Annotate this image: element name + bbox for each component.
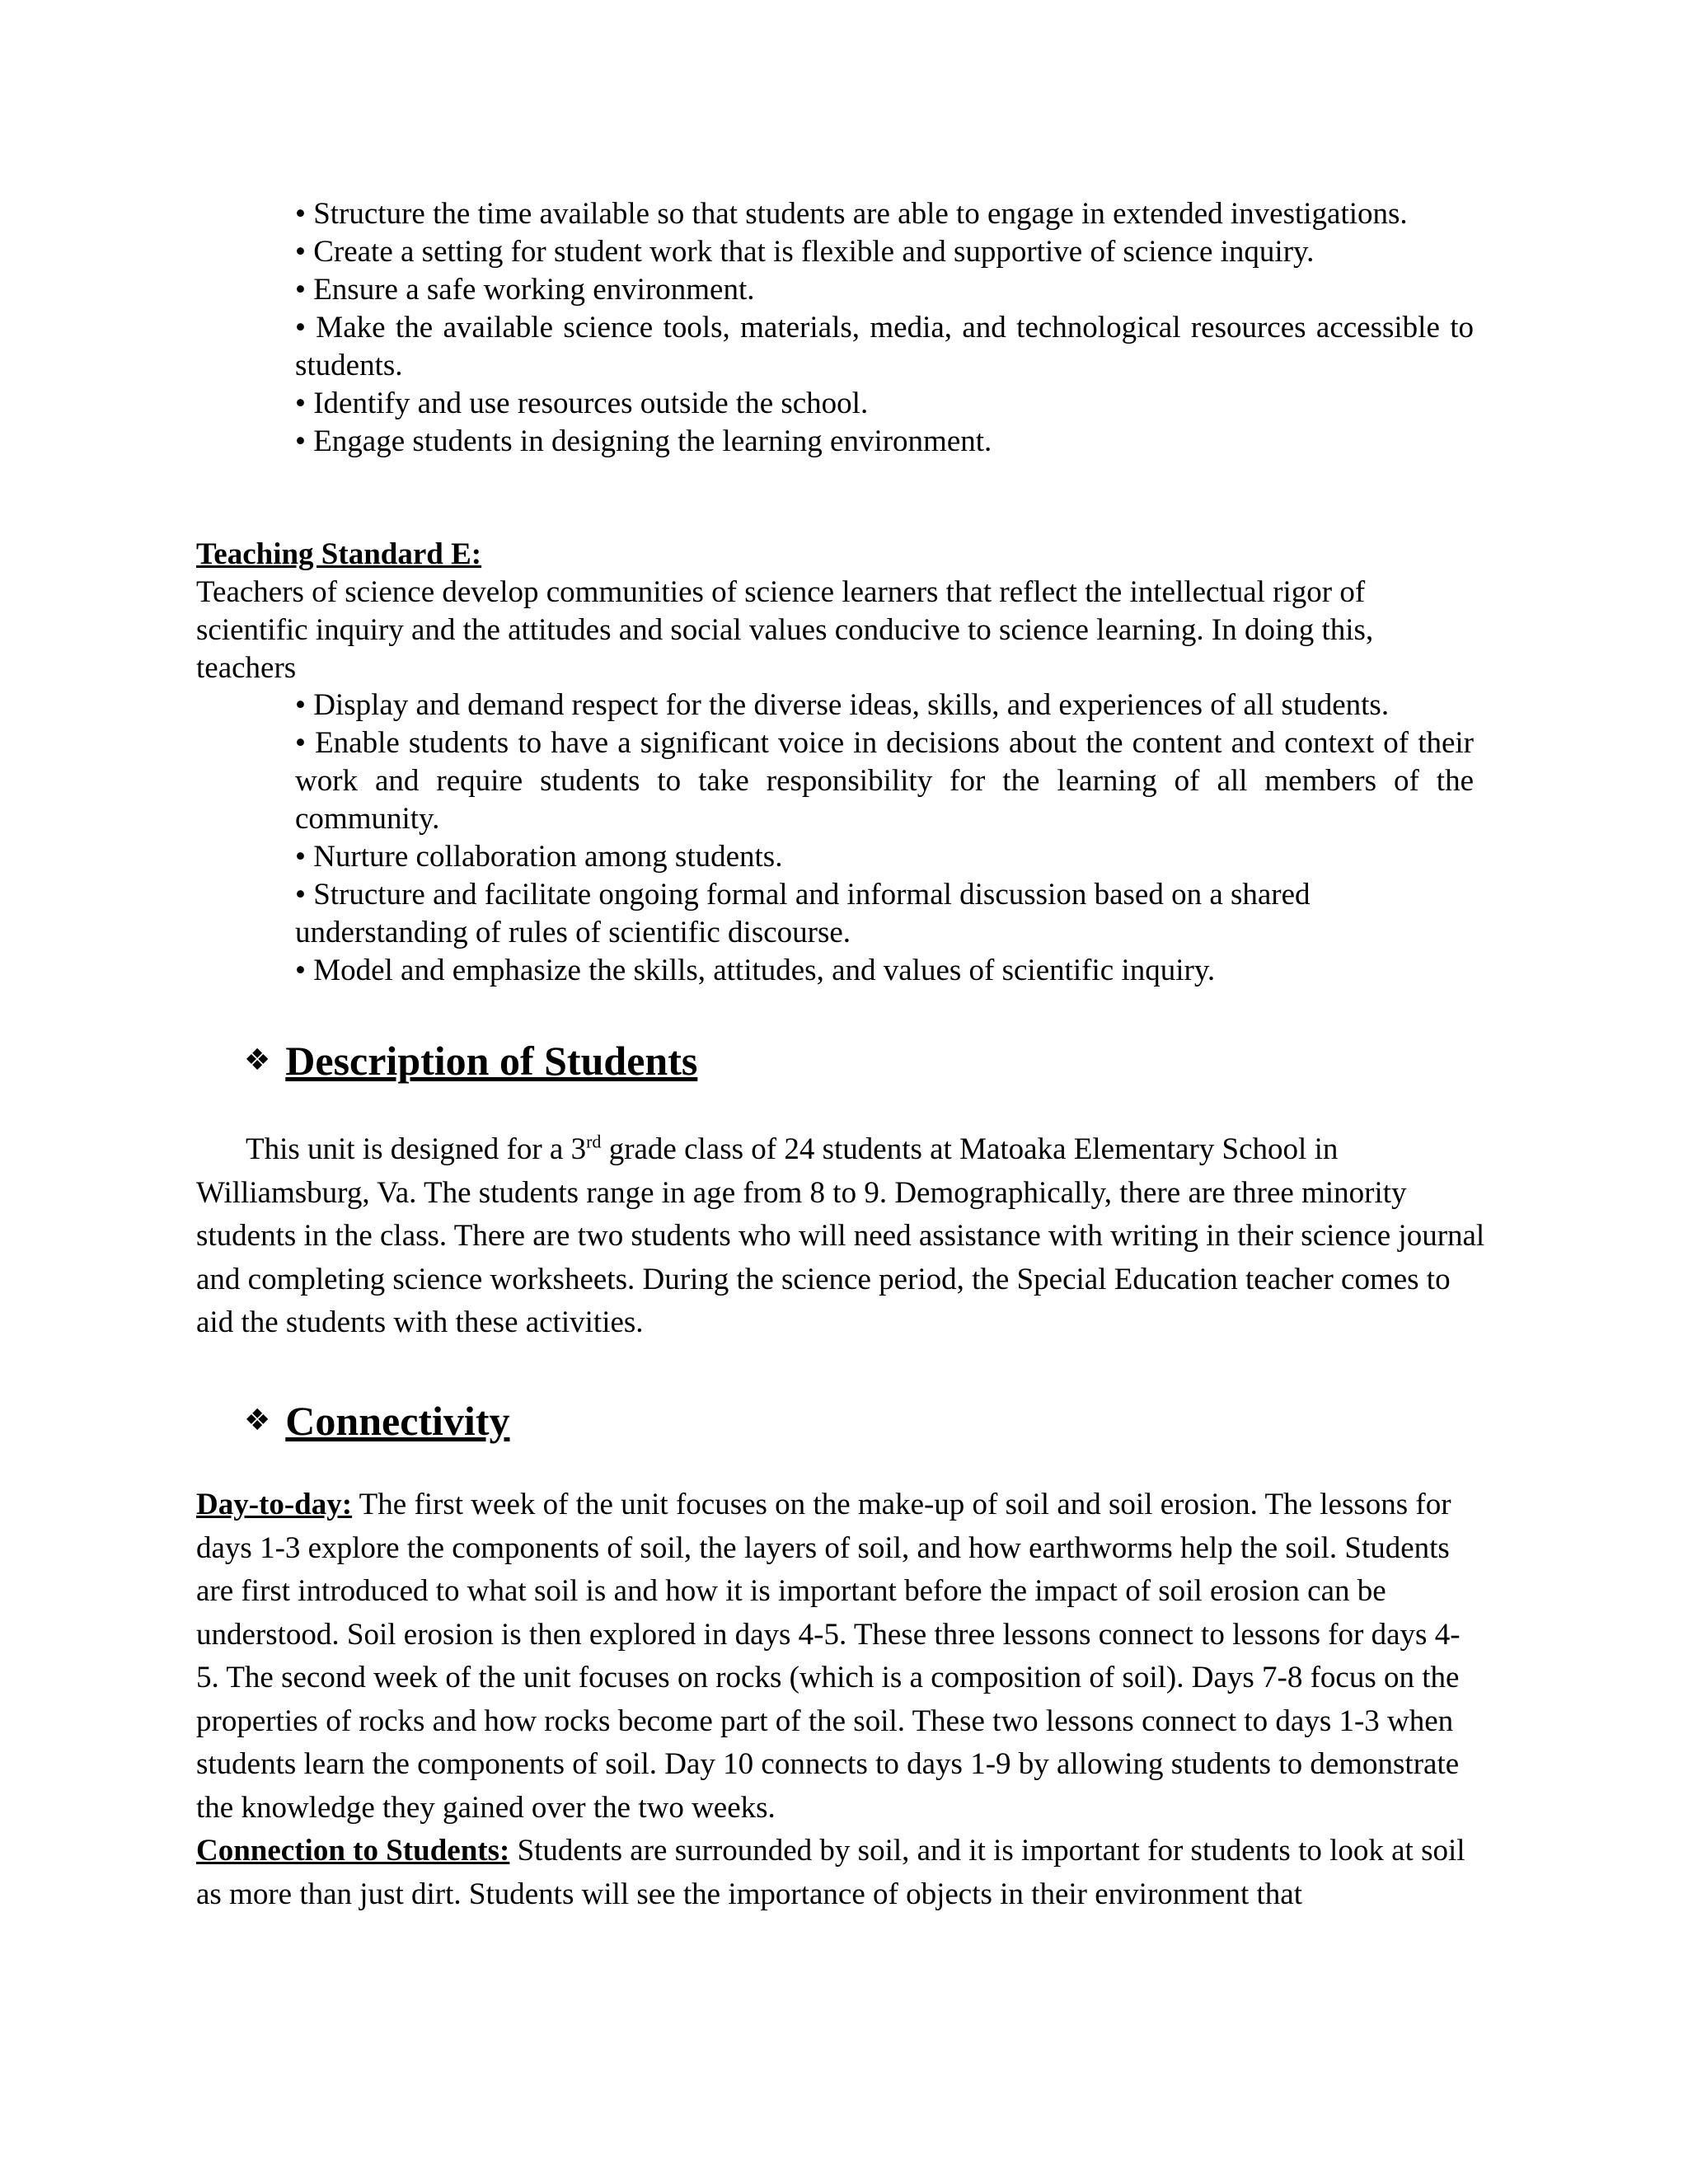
description-text-rest: grade class of 24 students at Matoaka Elementary School in Williamsburg, Va. The students range in age from 8 to 9. Demographically, there are three minority students in the class. There are two students who will need assistance with writing in their science journal and completing science worksheets. During the science period, the Special Education teacher comes to aid the students with these activities. [196,1132,1485,1339]
teaching-standard-e-title: Teaching Standard E: [196,537,482,571]
day-to-day-text: The first week of the unit focuses on the make-up of soil and soil erosion. The lessons for days 1-3 explore the components of soil, the layers of soil, and how earthworms help the soil. Students are first introduced to what soil is and how it is important before the impact of soil erosion can be understood. Soil erosion is then explored in days 4-5. These three lessons connect to lessons for days 4-5. The second week of the unit focuses on rocks (which is a composition of soil). Days 7-8 focus on the properties of rocks and how rocks become part of the soil. These two lessons connect to days 1-3 when students learn the components of soil. Day 10 connects to days 1-9 by allowing students to demonstrate the knowledge they gained over the two weeks. [196,1488,1461,1825]
list-item: • Identify and use resources outside the school. [295,387,869,420]
connectivity-paragraph [196,1483,1482,1916]
section-heading-text: Description of Students [285,1038,698,1084]
list-item: • Structure and facilitate ongoing formal and informal discussion based on a shared understanding of rules of scientific discourse. [295,878,1311,949]
section-heading-text: Connectivity [285,1398,510,1444]
list-item: • Create a setting for student work that is flexible and supportive of science inquiry. [295,235,1315,269]
list-item: • Make the available science tools, materials, media, and technological resources accessible to students. [295,311,1474,382]
ordinal-superscript: rd [586,1131,602,1152]
description-paragraph [196,1128,1490,1345]
day-to-day-label: Day-to-day: [196,1488,353,1521]
connection-to-students-label: Connection to Students: [196,1834,510,1868]
teaching-standard-e-list [295,687,1474,990]
connectivity-heading [244,1396,509,1446]
list-item: • Structure the time available so that students are able to engage in extended investigations. [295,197,1408,231]
list-item: • Enable students to have a significant voice in decisions about the content and context of their work and require students to take responsibility for the learning of all members of the community. [295,726,1474,836]
teaching-standard-e-intro: Teachers of science develop communities of science learners that reflect the intellectual rigor of scientific inquiry and the attitudes and social values conducive to science learning. In doing this, teachers [196,575,1374,685]
learning-environment-list [295,195,1474,461]
four-diamond-bullet-icon: ❖ [244,1043,271,1077]
list-item: • Ensure a safe working environment. [295,273,755,307]
list-item: • Display and demand respect for the diverse ideas, skills, and experiences of all students. [295,688,1390,722]
description-of-students-heading [244,1036,697,1085]
list-item: • Nurture collaboration among students. [295,840,783,874]
list-item: • Model and emphasize the skills, attitudes, and values of scientific inquiry. [295,954,1216,987]
connection-to-students-text: Students are surrounded by soil, and it is important for students to look at soil as more than just dirt. Students will see the importance of objects in their environment that [196,1834,1465,1911]
four-diamond-bullet-icon: ❖ [244,1404,271,1437]
list-item: • Engage students in designing the learning environment. [295,424,992,458]
description-text-start: This unit is designed for a 3 [246,1132,587,1166]
